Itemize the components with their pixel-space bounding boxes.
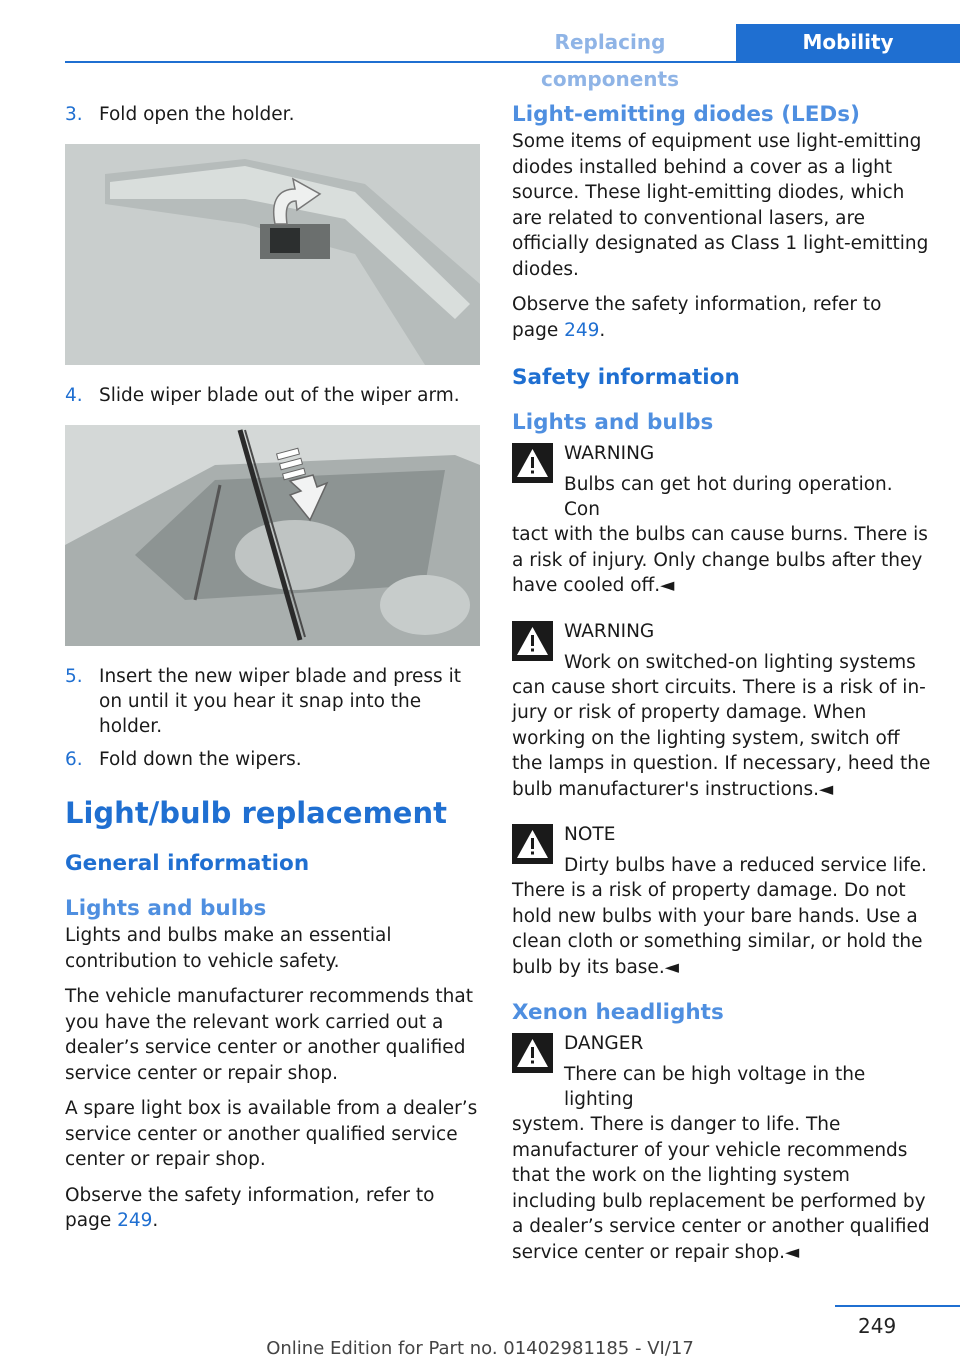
wiper-blade-figure bbox=[65, 425, 480, 646]
warning-label: WARNING bbox=[564, 443, 655, 464]
note-label: NOTE bbox=[564, 824, 616, 845]
paragraph: A spare light box is available from a dealer’s service center or another qualified service center or repair shop. bbox=[65, 1098, 478, 1170]
danger-text: system. There is danger to life. The manufacturer of your vehicle recommends that the work on the lighting system including bulb replacement be performed by a dealer’s service center or another qualified service center or repair shop.◄ bbox=[512, 1114, 930, 1263]
heading-lights-and-bulbs: Lights and bulbs bbox=[512, 410, 714, 435]
warning-triangle-icon bbox=[512, 443, 553, 483]
footer-rule bbox=[835, 1305, 960, 1307]
header-rule bbox=[65, 61, 960, 63]
warning-label: WARNING bbox=[564, 620, 655, 642]
warning-triangle-icon bbox=[512, 1033, 553, 1073]
warning-text: tact with the bulbs can cause burns. There is a risk of injury. Only change bulbs after they have cooled off.◄ bbox=[512, 524, 928, 596]
step-text: Slide wiper blade out of the wiper arm. bbox=[99, 385, 460, 406]
page-number: 249 bbox=[858, 1314, 897, 1338]
page-link[interactable]: 249 bbox=[117, 1210, 153, 1231]
wiper-blade-illustration bbox=[65, 425, 480, 646]
step-5 bbox=[65, 664, 480, 739]
step-3 bbox=[65, 102, 480, 127]
step-number: 5. bbox=[65, 666, 83, 687]
note-text: There is a risk of property damage. Do not hold new bulbs with your bare hands. Use a clean cloth or something similar, or hold the bulb by its base.◄ bbox=[512, 880, 923, 978]
header-chapter-tab: Mobility bbox=[736, 24, 960, 61]
reference-text: Observe the safety information, refer to page bbox=[512, 294, 882, 341]
reference-text: Observe the safety information, refer to page bbox=[65, 1184, 435, 1231]
edition-footer: Online Edition for Part no. 01402981185 - VI/17 bbox=[266, 1338, 694, 1359]
note-text-first-line: Dirty bulbs have a reduced service life. bbox=[564, 855, 927, 876]
header-section-title: Replacing components bbox=[484, 24, 736, 61]
right-column bbox=[512, 102, 932, 1285]
paragraph: Some items of equipment use light-emitting diodes installed behind a cover as a light source. These light-emitting diodes, which are related to conventional lasers, are officially designated as Class 1 light-emitting diodes. bbox=[512, 131, 929, 280]
warning-box bbox=[512, 441, 932, 599]
warning-text: can cause short circuits. There is a risk of injury or risk of property damage. When working on the lighting system, switch off the lamps in question. If necessary, heed the bulb manufacturer's instructions.◄ bbox=[512, 676, 931, 800]
step-6 bbox=[65, 747, 480, 772]
step-4 bbox=[65, 383, 480, 408]
paragraph-reference bbox=[65, 1183, 480, 1234]
step-text: Fold down the wipers. bbox=[99, 749, 302, 770]
heading-xenon-headlights: Xenon headlights bbox=[512, 1000, 724, 1025]
heading-safety-information: Safety information bbox=[512, 365, 740, 390]
page-link[interactable]: 249 bbox=[564, 319, 600, 341]
paragraph: Lights and bulbs make an essential contribution to vehicle safety. bbox=[65, 925, 392, 972]
section-title-light-bulb-replacement: Light/bulb replacement bbox=[65, 796, 447, 830]
heading-leds: Light-emitting diodes (LEDs) bbox=[512, 102, 860, 127]
heading-lights-and-bulbs: Lights and bulbs bbox=[65, 896, 267, 921]
step-text: Insert the new wiper blade and press it on until it you hear it snap into the holder. bbox=[99, 666, 461, 737]
step-number: 3. bbox=[65, 104, 83, 125]
danger-text-first-line: There can be high voltage in the lighting bbox=[564, 1064, 866, 1110]
wiper-holder-illustration bbox=[65, 144, 480, 365]
reference-end: . bbox=[152, 1210, 159, 1231]
heading-general-information: General information bbox=[65, 851, 310, 876]
note-box bbox=[512, 822, 932, 980]
warning-box bbox=[512, 619, 932, 803]
wiper-holder-figure bbox=[65, 144, 480, 365]
paragraph-reference bbox=[512, 292, 932, 343]
warning-triangle-icon bbox=[512, 621, 553, 661]
left-column bbox=[65, 102, 480, 1244]
step-text: Fold open the holder. bbox=[99, 104, 295, 125]
danger-box bbox=[512, 1031, 932, 1265]
reference-end: . bbox=[599, 319, 606, 341]
warning-triangle-icon bbox=[512, 824, 553, 864]
warning-text-first-line: Work on switched-on lighting systems bbox=[564, 651, 916, 673]
paragraph: The vehicle manufacturer recommends that you have the relevant work carried out a dealer’s service center or another qualified service center or repair shop. bbox=[65, 986, 473, 1084]
warning-text-first-line: Bulbs can get hot during operation. Con bbox=[564, 474, 893, 520]
step-number: 4. bbox=[65, 385, 83, 406]
danger-label: DANGER bbox=[564, 1033, 644, 1054]
step-number: 6. bbox=[65, 749, 83, 770]
